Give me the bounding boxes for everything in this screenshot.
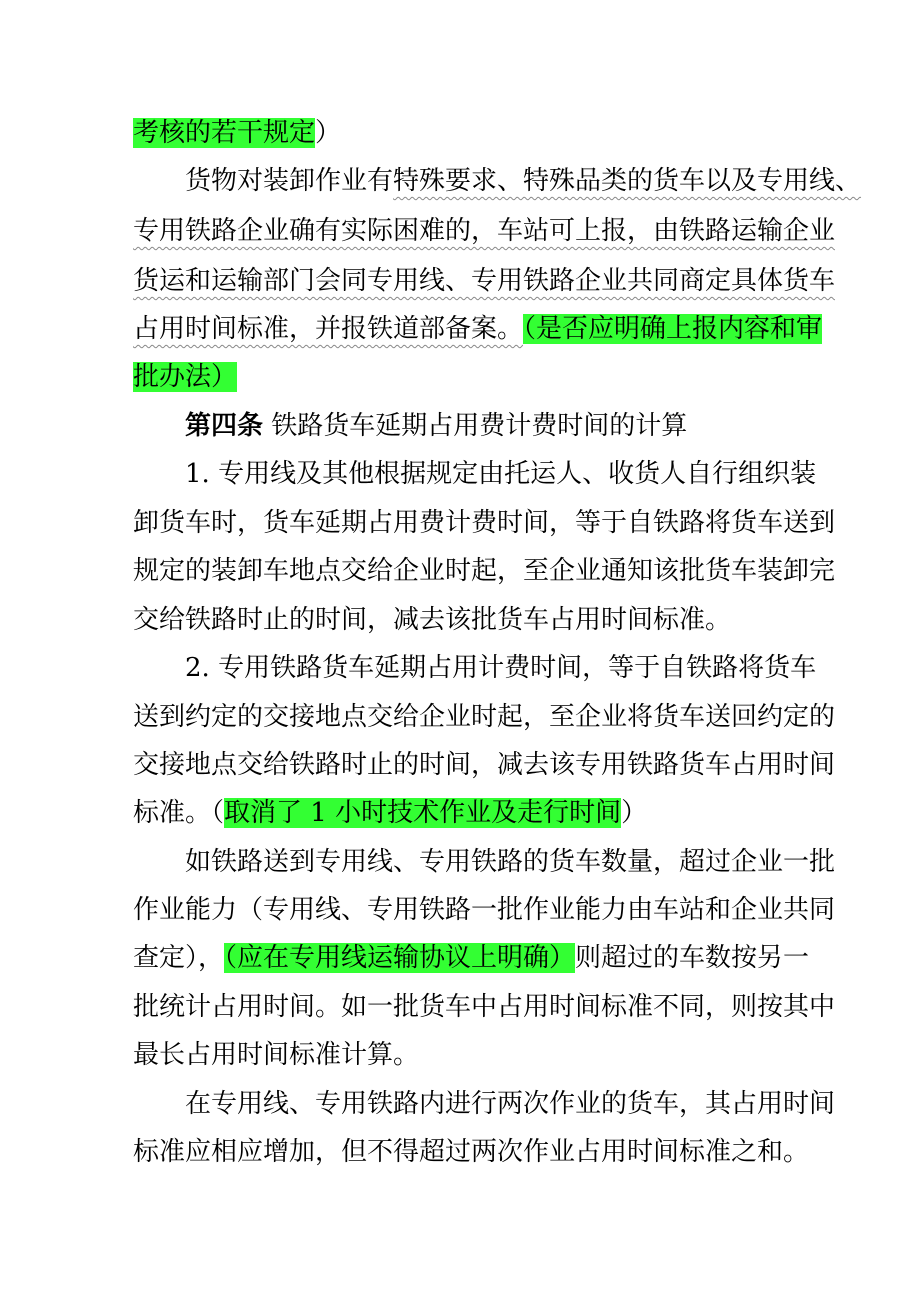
paragraph-line: 最长占用时间标准计算。 [133,1040,420,1070]
paragraph-line: 卸货车时，货车延期占用费计费时间，等于自铁路将货车送到 [133,508,836,538]
article-heading: 第四条 铁路货车延期占用费计费时间的计算 [185,411,688,441]
tracked-change: 特殊要求、特殊品类的货车以及专用线、 [393,166,862,196]
paragraph-line: 标准应相应增加，但不得超过两次作业占用时间标准之和。 [133,1137,810,1167]
paragraph-line: 查定），（应在专用线运输协议上明确）则超过的车数按另一 [133,943,810,973]
paragraph-line: 考核的若干规定） [133,118,342,148]
paragraph-line [133,208,835,254]
paragraph-line: 交接地点交给铁路时止的时间，减去该专用铁路货车占用时间 [133,750,836,780]
tracked-change: 占用时间标准，并报铁道部备案。 [133,314,524,344]
paragraph-line: 规定的装卸车地点交给企业时起，至企业通知该批货车装卸完 [133,556,836,586]
tracked-change: 货运和运输部门会同专用线、专用铁路企业共同商定具体货车 [133,266,836,296]
paragraph-line: 作业能力（专用线、专用铁路一批作业能力由车站和企业共同 [133,895,836,925]
paragraph-line: 货物对装卸作业有特殊要求、特殊品类的货车以及专用线、 [185,166,862,196]
tracked-change: 专用铁路企业确有实际困难的，车站可上报，由铁路运输企业 [133,216,836,246]
highlight: 批办法） [133,362,238,392]
paragraph-line: 批统计占用时间。如一批货车中占用时间标准不同，则按其中 [133,992,836,1022]
paragraph-line: 1. 专用线及其他根据规定由托运人、收货人自行组织装 [185,459,817,489]
paragraph-line [133,306,822,352]
paragraph-line: 交给铁路时止的时间，减去该批货车占用时间标准。 [133,605,732,635]
paragraph-line: 送到约定的交接地点交给企业时起，至企业将货车送回约定的 [133,702,836,732]
paragraph-line [133,354,237,400]
paragraph-line: 如铁路送到专用线、专用铁路的货车数量，超过企业一批 [185,847,836,877]
paragraph-line: 2. 专用铁路货车延期占用计费时间，等于自铁路将货车 [185,653,817,683]
highlight: （应在专用线运输协议上明确） [224,943,576,973]
paragraph-line [133,258,835,304]
paragraph-line: 标准。（取消了 1 小时技术作业及走行时间） [133,798,648,828]
paragraph-line: 在专用线、专用铁路内进行两次作业的货车，其占用时间 [185,1089,836,1119]
highlight: （是否应明确上报内容和审 [523,314,823,344]
highlight: 考核的若干规定 [133,118,316,148]
highlight: 取消了 1 小时技术作业及走行时间 [224,798,622,828]
article-number: 第四条 [185,411,264,441]
